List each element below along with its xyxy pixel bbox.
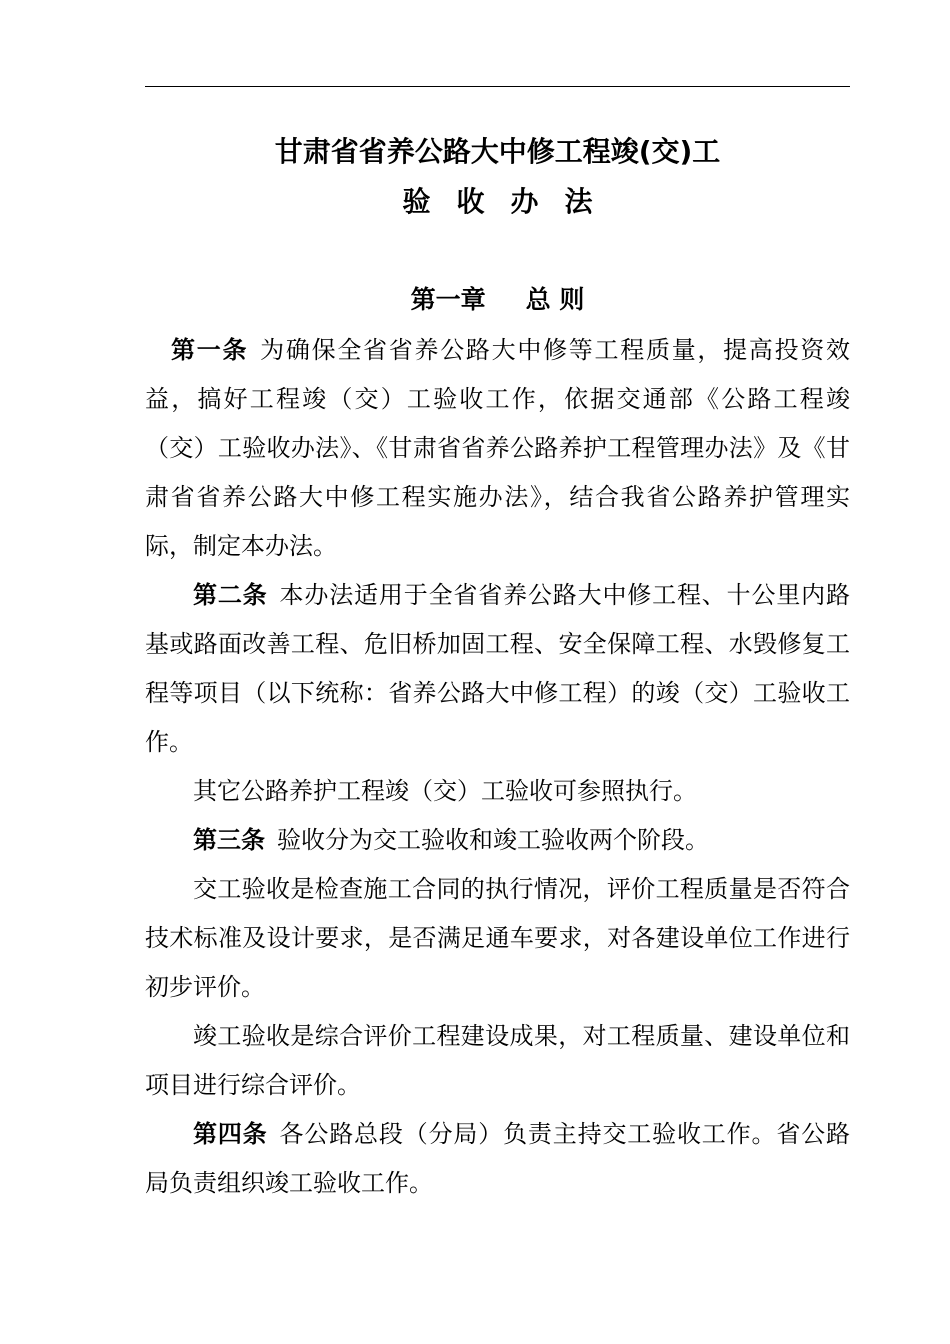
header-rule <box>145 86 850 87</box>
chapter-name: 总 则 <box>525 285 585 314</box>
paragraph-text: 交工验收是检查施工合同的执行情况，评价工程质量是否符合技术标准及设计要求，是否满足通车要求，对各建设单位工作进行初步评价。 <box>145 875 850 1001</box>
article-number: 第四条 <box>193 1120 268 1148</box>
document-title-line2: 验收办法 <box>402 185 619 218</box>
paragraph <box>145 326 850 571</box>
paragraph <box>145 865 850 1012</box>
article-number: 第二条 <box>193 581 268 609</box>
paragraph-text: 本办法适用于全省省养公路大中修工程、十公里内路基或路面改善工程、危旧桥加固工程、安全保障工程、水毁修复工程等项目（以下统称：省养公路大中修工程）的竣（交）工验收工作。 <box>145 581 851 756</box>
paragraph <box>145 1012 850 1110</box>
paragraph <box>145 1110 850 1208</box>
chapter-heading <box>145 280 850 320</box>
document-body <box>145 326 850 1208</box>
article-number: 第一条 <box>171 336 249 364</box>
paragraph <box>145 571 850 767</box>
paragraph-text: 各公路总段（分局）负责主持交工验收工作。省公路局负责组织竣工验收工作。 <box>145 1120 851 1197</box>
paragraph-text: 为确保全省省养公路大中修等工程质量，提高投资效益，搞好工程竣（交）工验收工作，依据交通部《公路工程竣（交）工验收办法》、《甘肃省省养公路养护工程管理办法》及《甘肃省省养公路大中修工程实施办法》，结合我省公路养护管理实际，制定本办法。 <box>145 336 851 560</box>
paragraph-text: 验收分为交工验收和竣工验收两个阶段。 <box>277 826 709 854</box>
paragraph <box>145 816 850 865</box>
paragraph <box>145 767 850 816</box>
article-number: 第三条 <box>193 826 265 854</box>
paragraph-text: 其它公路养护工程竣（交）工验收可参照执行。 <box>193 777 697 805</box>
document-title: 甘肃省省养公路大中修工程竣(交)工 <box>274 135 721 168</box>
chapter-number: 第一章 <box>410 285 486 314</box>
paragraph-text: 竣工验收是综合评价工程建设成果，对工程质量、建设单位和项目进行综合评价。 <box>145 1022 850 1099</box>
